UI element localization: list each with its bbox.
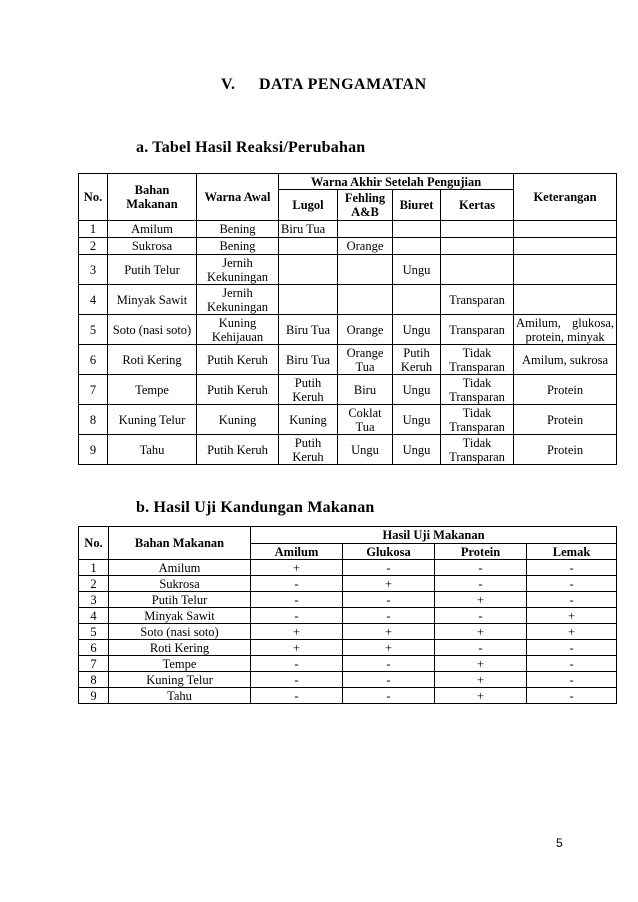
cell-awal: Putih Keruh [197, 435, 279, 465]
cell-lugol [279, 255, 338, 285]
cell-awal: Bening [197, 221, 279, 238]
cell-bahan: Putih Telur [108, 255, 197, 285]
table-row [79, 656, 617, 672]
cell-amilum: - [251, 608, 343, 624]
table-row [79, 405, 617, 435]
cell-no: 2 [79, 576, 109, 592]
cell-bahan: Amilum [108, 221, 197, 238]
cell-lugol: Putih Keruh [279, 375, 338, 405]
cell-protein: + [435, 672, 527, 688]
cell-glukosa: - [343, 688, 435, 704]
cell-amilum: - [251, 688, 343, 704]
cell-protein: - [435, 576, 527, 592]
cell-protein: + [435, 688, 527, 704]
cell-keterangan: Amilum, glukosa, protein, minyak [514, 315, 617, 345]
cell-keterangan: Protein [514, 405, 617, 435]
cell-kertas [441, 255, 514, 285]
table-row [79, 672, 617, 688]
cell-bahan: Soto (nasi soto) [108, 315, 197, 345]
cell-amilum: - [251, 672, 343, 688]
cell-glukosa: + [343, 640, 435, 656]
table-row [79, 435, 617, 465]
subsection-b-title: b. Hasil Uji Kandungan Makanan [136, 499, 375, 516]
table-row [79, 560, 617, 576]
header-hasil-uji-group: Hasil Uji Makanan [251, 527, 617, 544]
cell-lugol: Biru Tua [279, 221, 338, 238]
cell-lugol: Biru Tua [279, 345, 338, 375]
cell-biuret: Putih Keruh [393, 345, 441, 375]
cell-awal: Kuning Kehijauan [197, 315, 279, 345]
cell-glukosa: - [343, 672, 435, 688]
cell-bahan: Kuning Telur [108, 405, 197, 435]
cell-lemak: - [527, 592, 617, 608]
cell-fehling: Orange [338, 315, 393, 345]
cell-awal: Putih Keruh [197, 375, 279, 405]
cell-no: 4 [79, 608, 109, 624]
cell-lugol: Biru Tua [279, 315, 338, 345]
cell-kertas: Tidak Transparan [441, 345, 514, 375]
table-row [79, 285, 617, 315]
cell-lemak: - [527, 688, 617, 704]
cell-no: 1 [79, 560, 109, 576]
cell-protein: + [435, 624, 527, 640]
cell-awal: Putih Keruh [197, 345, 279, 375]
cell-protein: + [435, 656, 527, 672]
cell-glukosa: + [343, 576, 435, 592]
table-row [79, 315, 617, 345]
subsection-a-title: a. Tabel Hasil Reaksi/Perubahan [136, 139, 366, 156]
cell-no: 6 [79, 640, 109, 656]
cell-biuret: Ungu [393, 315, 441, 345]
cell-keterangan: Amilum, sukrosa [514, 345, 617, 375]
header-protein: Protein [435, 544, 527, 560]
cell-biuret: Ungu [393, 255, 441, 285]
cell-no: 7 [79, 656, 109, 672]
section-title [221, 76, 427, 94]
cell-glukosa: - [343, 656, 435, 672]
cell-lugol [279, 285, 338, 315]
table-row [79, 608, 617, 624]
cell-biuret: Ungu [393, 375, 441, 405]
table-row [79, 592, 617, 608]
header-lemak: Lemak [527, 544, 617, 560]
cell-glukosa: - [343, 608, 435, 624]
cell-lemak: - [527, 576, 617, 592]
cell-no: 8 [79, 405, 108, 435]
cell-biuret: Ungu [393, 435, 441, 465]
cell-lugol: Kuning [279, 405, 338, 435]
cell-bahan: Sukrosa [108, 238, 197, 255]
header-bahan: Bahan Makanan [109, 527, 251, 560]
header-warna-awal: Warna Awal [197, 174, 279, 221]
cell-kertas: Tidak Transparan [441, 375, 514, 405]
cell-keterangan: Protein [514, 375, 617, 405]
table-row [79, 576, 617, 592]
cell-fehling [338, 221, 393, 238]
cell-fehling [338, 285, 393, 315]
cell-amilum: - [251, 592, 343, 608]
cell-keterangan [514, 285, 617, 315]
cell-bahan: Roti Kering [108, 345, 197, 375]
cell-fehling: Biru [338, 375, 393, 405]
cell-amilum: + [251, 624, 343, 640]
cell-glukosa: - [343, 560, 435, 576]
cell-no: 6 [79, 345, 108, 375]
table-header-row [79, 527, 617, 544]
cell-bahan: Roti Kering [109, 640, 251, 656]
cell-amilum: - [251, 576, 343, 592]
cell-biuret [393, 221, 441, 238]
cell-no: 8 [79, 672, 109, 688]
cell-no: 9 [79, 688, 109, 704]
header-fehling: Fehling A&B [338, 190, 393, 221]
cell-bahan: Amilum [109, 560, 251, 576]
cell-glukosa: + [343, 624, 435, 640]
table-row [79, 345, 617, 375]
table-row [79, 238, 617, 255]
cell-keterangan [514, 238, 617, 255]
cell-lemak: - [527, 672, 617, 688]
reaction-results-table [78, 173, 617, 465]
cell-lugol: Putih Keruh [279, 435, 338, 465]
cell-no: 2 [79, 238, 108, 255]
cell-kertas [441, 221, 514, 238]
cell-lemak: - [527, 640, 617, 656]
table-header-row [79, 174, 617, 190]
header-kertas: Kertas [441, 190, 514, 221]
cell-lemak: + [527, 608, 617, 624]
header-biuret: Biuret [393, 190, 441, 221]
cell-bahan: Minyak Sawit [108, 285, 197, 315]
header-no: No. [79, 527, 109, 560]
cell-protein: - [435, 560, 527, 576]
table-row [79, 255, 617, 285]
cell-kertas [441, 238, 514, 255]
page-number: 5 [556, 836, 563, 850]
cell-awal: Jernih Kekuningan [197, 255, 279, 285]
section-heading: DATA PENGAMATAN [259, 76, 427, 93]
cell-bahan: Soto (nasi soto) [109, 624, 251, 640]
cell-no: 5 [79, 624, 109, 640]
header-bahan: Bahan Makanan [108, 174, 197, 221]
cell-no: 5 [79, 315, 108, 345]
cell-lemak: - [527, 560, 617, 576]
cell-bahan: Sukrosa [109, 576, 251, 592]
cell-bahan: Tahu [108, 435, 197, 465]
table-row [79, 640, 617, 656]
cell-kertas: Tidak Transparan [441, 405, 514, 435]
cell-bahan: Minyak Sawit [109, 608, 251, 624]
cell-biuret [393, 285, 441, 315]
cell-bahan: Tempe [109, 656, 251, 672]
cell-amilum: + [251, 640, 343, 656]
cell-protein: + [435, 592, 527, 608]
cell-glukosa: - [343, 592, 435, 608]
cell-amilum: - [251, 656, 343, 672]
cell-bahan: Kuning Telur [109, 672, 251, 688]
cell-fehling: Orange [338, 238, 393, 255]
food-content-table [78, 526, 617, 704]
cell-awal: Jernih Kekuningan [197, 285, 279, 315]
cell-bahan: Putih Telur [109, 592, 251, 608]
cell-no: 3 [79, 255, 108, 285]
cell-no: 1 [79, 221, 108, 238]
table-row [79, 688, 617, 704]
table-row [79, 221, 617, 238]
cell-kertas: Transparan [441, 315, 514, 345]
header-keterangan: Keterangan [514, 174, 617, 221]
table-row [79, 624, 617, 640]
table-row [79, 375, 617, 405]
cell-no: 4 [79, 285, 108, 315]
cell-lugol [279, 238, 338, 255]
cell-lemak: + [527, 624, 617, 640]
header-lugol: Lugol [279, 190, 338, 221]
cell-protein: - [435, 640, 527, 656]
cell-biuret: Ungu [393, 405, 441, 435]
cell-awal: Bening [197, 238, 279, 255]
cell-biuret [393, 238, 441, 255]
cell-fehling [338, 255, 393, 285]
cell-amilum: + [251, 560, 343, 576]
cell-bahan: Tahu [109, 688, 251, 704]
cell-lemak: - [527, 656, 617, 672]
header-amilum: Amilum [251, 544, 343, 560]
cell-bahan: Tempe [108, 375, 197, 405]
cell-fehling: Orange Tua [338, 345, 393, 375]
cell-awal: Kuning [197, 405, 279, 435]
header-glukosa: Glukosa [343, 544, 435, 560]
cell-no: 3 [79, 592, 109, 608]
cell-keterangan [514, 255, 617, 285]
header-warna-akhir-group: Warna Akhir Setelah Pengujian [279, 174, 514, 190]
header-no: No. [79, 174, 108, 221]
cell-keterangan: Protein [514, 435, 617, 465]
cell-no: 9 [79, 435, 108, 465]
section-number: V. [221, 76, 236, 93]
cell-kertas: Tidak Transparan [441, 435, 514, 465]
cell-protein: - [435, 608, 527, 624]
cell-fehling: Ungu [338, 435, 393, 465]
cell-fehling: Coklat Tua [338, 405, 393, 435]
cell-kertas: Transparan [441, 285, 514, 315]
cell-keterangan [514, 221, 617, 238]
cell-no: 7 [79, 375, 108, 405]
